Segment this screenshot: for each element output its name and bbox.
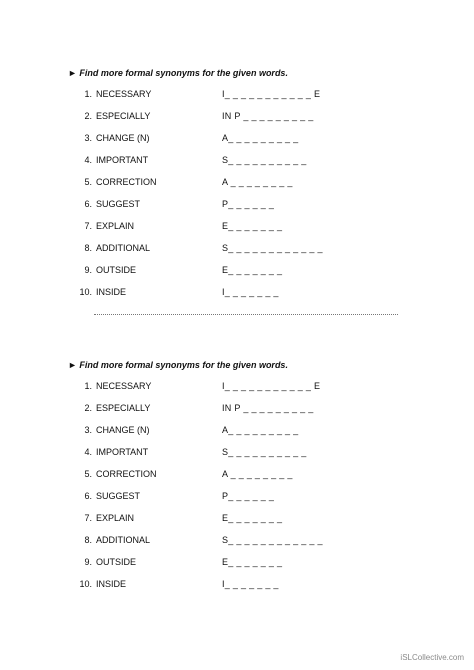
list-item bbox=[0, 379, 474, 393]
list-item bbox=[0, 489, 474, 503]
item-word: ESPECIALLY bbox=[96, 111, 151, 121]
list-item bbox=[0, 511, 474, 525]
item-word: CORRECTION bbox=[96, 469, 157, 479]
item-number: 1. bbox=[84, 89, 92, 99]
item-word: IMPORTANT bbox=[96, 155, 149, 165]
item-word: INSIDE bbox=[96, 579, 127, 589]
item-number: 5. bbox=[84, 469, 92, 479]
list-item bbox=[0, 285, 474, 299]
item-word: NECESSARY bbox=[96, 381, 152, 391]
item-number: 4. bbox=[84, 155, 92, 165]
item-word: IMPORTANT bbox=[96, 447, 149, 457]
item-word: ESPECIALLY bbox=[96, 403, 151, 413]
item-word: OUTSIDE bbox=[96, 265, 137, 275]
item-number: 8. bbox=[84, 535, 92, 545]
answer-blank: I_ _ _ _ _ _ _ bbox=[222, 579, 279, 589]
list-item bbox=[0, 109, 474, 123]
answer-blank: IN P _ _ _ _ _ _ _ _ _ bbox=[222, 403, 314, 413]
list-item bbox=[0, 241, 474, 255]
list-item bbox=[0, 423, 474, 437]
answer-blank: IN P _ _ _ _ _ _ _ _ _ bbox=[222, 111, 314, 121]
answer-blank: I_ _ _ _ _ _ _ _ _ _ _ E bbox=[222, 89, 321, 99]
item-word: CORRECTION bbox=[96, 177, 157, 187]
item-word: CHANGE (N) bbox=[96, 425, 150, 435]
answer-blank: S_ _ _ _ _ _ _ _ _ _ bbox=[222, 155, 307, 165]
item-number: 8. bbox=[84, 243, 92, 253]
list-item bbox=[0, 401, 474, 415]
list-item bbox=[0, 533, 474, 547]
item-word: ADDITIONAL bbox=[96, 535, 151, 545]
item-number: 1. bbox=[84, 381, 92, 391]
item-word: NECESSARY bbox=[96, 89, 152, 99]
watermark-text: iSLCollective.com bbox=[400, 653, 464, 662]
item-word: SUGGEST bbox=[96, 199, 141, 209]
item-number: 3. bbox=[84, 425, 92, 435]
instruction-text: ► Find more formal synonyms for the given words. bbox=[68, 360, 288, 370]
answer-blank: E_ _ _ _ _ _ _ bbox=[222, 221, 283, 231]
item-number: 10. bbox=[79, 287, 92, 297]
item-number: 4. bbox=[84, 447, 92, 457]
answer-blank: I_ _ _ _ _ _ _ bbox=[222, 287, 279, 297]
item-number: 2. bbox=[84, 111, 92, 121]
answer-blank: S_ _ _ _ _ _ _ _ _ _ _ _ bbox=[222, 535, 323, 545]
item-number: 10. bbox=[79, 579, 92, 589]
item-number: 3. bbox=[84, 133, 92, 143]
list-item bbox=[0, 467, 474, 481]
item-word: ADDITIONAL bbox=[96, 243, 151, 253]
answer-blank: A_ _ _ _ _ _ _ _ _ bbox=[222, 425, 299, 435]
dotted-separator bbox=[94, 314, 398, 315]
answer-blank: A_ _ _ _ _ _ _ _ _ bbox=[222, 133, 299, 143]
item-number: 7. bbox=[84, 221, 92, 231]
answer-blank: A _ _ _ _ _ _ _ _ bbox=[222, 469, 293, 479]
item-number: 2. bbox=[84, 403, 92, 413]
item-word: OUTSIDE bbox=[96, 557, 137, 567]
list-item bbox=[0, 153, 474, 167]
answer-blank: A _ _ _ _ _ _ _ _ bbox=[222, 177, 293, 187]
item-word: SUGGEST bbox=[96, 491, 141, 501]
answer-blank: S_ _ _ _ _ _ _ _ _ _ _ _ bbox=[222, 243, 323, 253]
list-item bbox=[0, 445, 474, 459]
item-number: 7. bbox=[84, 513, 92, 523]
answer-blank: E_ _ _ _ _ _ _ bbox=[222, 513, 283, 523]
item-word: INSIDE bbox=[96, 287, 127, 297]
answer-blank: P_ _ _ _ _ _ bbox=[222, 491, 275, 501]
list-item bbox=[0, 197, 474, 211]
list-item bbox=[0, 131, 474, 145]
answer-blank: E_ _ _ _ _ _ _ bbox=[222, 557, 283, 567]
list-item bbox=[0, 555, 474, 569]
item-number: 9. bbox=[84, 557, 92, 567]
list-item bbox=[0, 87, 474, 101]
instruction-text: ► Find more formal synonyms for the given words. bbox=[68, 68, 288, 78]
item-number: 6. bbox=[84, 199, 92, 209]
item-word: EXPLAIN bbox=[96, 221, 135, 231]
answer-blank: S_ _ _ _ _ _ _ _ _ _ bbox=[222, 447, 307, 457]
item-number: 5. bbox=[84, 177, 92, 187]
answer-blank: E_ _ _ _ _ _ _ bbox=[222, 265, 283, 275]
item-number: 9. bbox=[84, 265, 92, 275]
answer-blank: I_ _ _ _ _ _ _ _ _ _ _ E bbox=[222, 381, 321, 391]
list-item bbox=[0, 219, 474, 233]
answer-blank: P_ _ _ _ _ _ bbox=[222, 199, 275, 209]
item-word: EXPLAIN bbox=[96, 513, 135, 523]
item-number: 6. bbox=[84, 491, 92, 501]
item-word: CHANGE (N) bbox=[96, 133, 150, 143]
list-item bbox=[0, 577, 474, 591]
list-item bbox=[0, 263, 474, 277]
list-item bbox=[0, 175, 474, 189]
